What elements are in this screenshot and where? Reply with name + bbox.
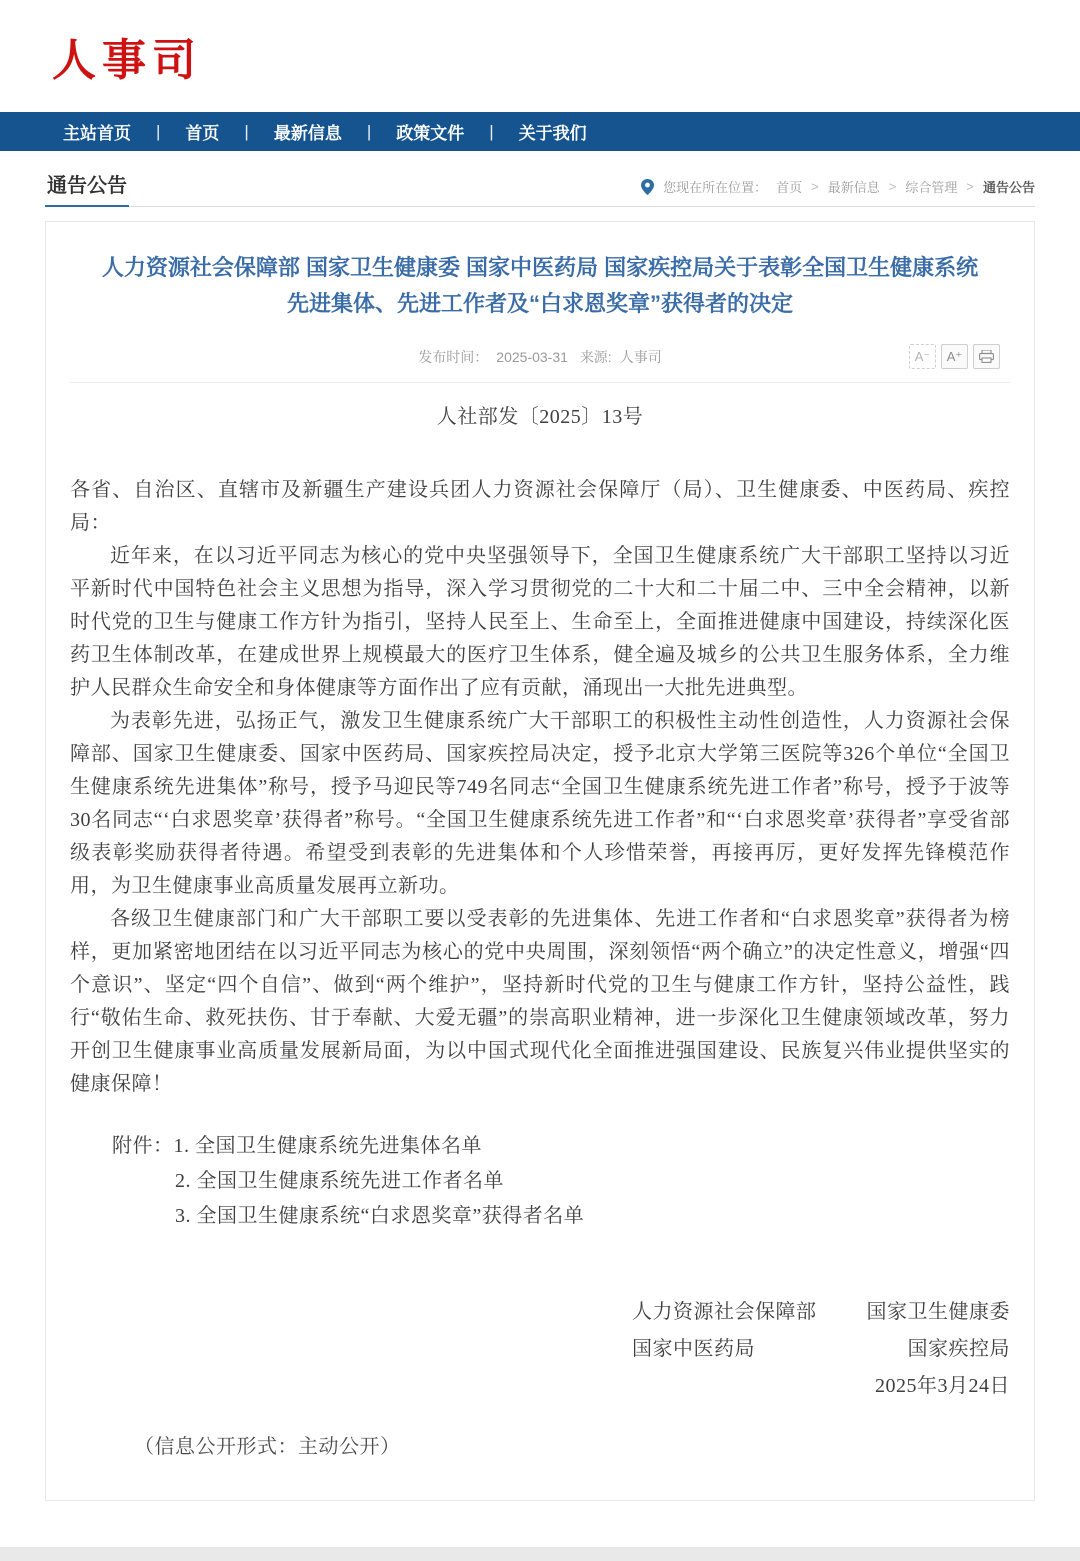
- breadcrumb-separator: >: [966, 179, 974, 194]
- print-icon: [979, 350, 994, 363]
- attachments-label: 附件：: [112, 1135, 174, 1157]
- disclosure-note: （信息公开形式：主动公开）: [134, 1436, 401, 1458]
- attachment-line-2: [175, 1164, 1010, 1199]
- attachment-item-1: 1. 全国卫生健康系统先进集体名单: [173, 1135, 482, 1157]
- nav-separator: |: [366, 121, 372, 141]
- source-label: 来源:: [579, 349, 612, 365]
- nav-separator: |: [156, 121, 161, 141]
- article-meta: [70, 342, 1010, 372]
- breadcrumb-current: 通告公告: [982, 180, 1035, 195]
- page-header: [0, 0, 1080, 112]
- main-navbar: [0, 112, 1080, 151]
- print-button[interactable]: [973, 344, 1000, 369]
- breadcrumb: [641, 177, 1035, 206]
- paragraph-3: 各级卫生健康部门和广大干部职工要以受表彰的先进集体、先进工作者和“白求恩奖章”获得者为榜样，更加紧密地团结在以习近平同志为核心的党中央周围，深刻领悟“两个确立”的决定性意义，增强“四个意识”、坚定“四个自信”、做到“两个维护”，坚持新时代党的卫生与健康工作方针，坚持公益性，践行“敬佑生命、救死扶伤、甘于奉献、大爱无疆”的崇高职业精神，进一步深化卫生健康领域改革，努力开创卫生健康事业高质量发展新局面，为以中国式现代化全面推进强国建设、民族复兴伟业提供坚实的健康保障！: [70, 908, 1010, 1095]
- doc-number: 人社部发〔2025〕13号: [436, 406, 644, 428]
- breadcrumb-label: 您现在所在位置：: [663, 180, 768, 195]
- article-meta-row: [70, 342, 1010, 372]
- article-title-line-1: 人力资源社会保障部 国家卫生健康委 国家中医药局 国家疾控局关于表彰全国卫生健康系统: [101, 255, 979, 280]
- article-title: [70, 250, 1010, 322]
- location-pin-icon: [641, 179, 654, 195]
- nav-item-latest-news[interactable]: 最新信息: [273, 124, 342, 143]
- nav-separator: |: [244, 121, 249, 141]
- article-tools: [909, 344, 1000, 369]
- signer-tcm: 国家中医药局: [632, 1338, 755, 1360]
- paragraph-1: 近年来，在以习近平同志为核心的党中央坚强领导下，全国卫生健康系统广大干部职工坚持以习近平新时代中国特色社会主义思想为指导，深入学习贯彻党的二十大和二十届二中、三中全会精神，以新时代党的卫生与健康工作方针为指引，坚持人民至上、生命至上，全面推进健康中国建设，持续深化医药卫生体制改革，在建成世界上规模最大的医疗卫生体系，健全遍及城乡的公共卫生服务体系，全力维护人民群众生命安全和身体健康等方面作出了应有贡献，涌现出一大批先进典型。: [70, 545, 1010, 699]
- breadcrumb-bar: [45, 151, 1035, 207]
- attachment-line-3: [175, 1199, 1010, 1234]
- signature-row-2: [632, 1331, 1010, 1368]
- signer-cdc: 国家疾控局: [907, 1338, 1010, 1360]
- signature-block: [632, 1294, 1010, 1405]
- article-title-line-2: 先进集体、先进工作者及“白求恩奖章”获得者的决定: [286, 291, 793, 316]
- publish-time-value: 2025-03-31: [496, 349, 568, 365]
- breadcrumb-separator: >: [811, 179, 819, 194]
- breadcrumb-item-general-management[interactable]: 综合管理: [905, 180, 958, 195]
- font-decrease-button[interactable]: A⁻: [909, 344, 936, 369]
- footer-strip: [0, 1547, 1080, 1561]
- signature-row-1: [632, 1294, 1010, 1331]
- font-increase-button[interactable]: A⁺: [941, 344, 968, 369]
- nav-separator: |: [489, 121, 494, 141]
- nav-item-policy-documents[interactable]: 政策文件: [396, 124, 465, 143]
- nav-item-home[interactable]: 首页: [185, 124, 220, 143]
- source-value: 人事司: [619, 349, 662, 365]
- signer-mohrss: 人力资源社会保障部: [632, 1301, 817, 1323]
- breadcrumb-item-home[interactable]: 首页: [776, 180, 803, 195]
- breadcrumb-separator: >: [888, 179, 897, 194]
- attachments: [70, 1129, 1010, 1234]
- document-body: [70, 401, 1010, 1464]
- paragraph-2: 为表彰先进，弘扬正气，激发卫生健康系统广大干部职工的积极性主动性创造性，人力资源社会保障部、国家卫生健康委、国家中医药局、国家疾控局决定，授予北京大学第三医院等326个单位“全国卫生健康系统先进集体”称号，授予马迎民等749名同志“全国卫生健康系统先进工作者”称号，授予于波等30名同志“‘白求恩奖章’获得者”称号。“全国卫生健康系统先进工作者”和“‘白求恩奖章’获得者”享受省部级表彰奖励获得者待遇。希望受到表彰的先进集体和个人珍惜荣誉，再接再厉，更好发挥先锋模范作用，为卫生健康事业高质量发展再立新功。: [70, 710, 1010, 897]
- publish-time-label: 发布时间：: [418, 349, 489, 365]
- article-card: [45, 221, 1035, 1501]
- nav-item-about-us[interactable]: 关于我们: [518, 124, 587, 143]
- breadcrumb-item-latest-news[interactable]: 最新信息: [827, 180, 880, 195]
- site-logo[interactable]: 人事司: [52, 36, 202, 85]
- section-title: 通告公告: [45, 169, 129, 207]
- salutation: 各省、自治区、直辖市及新疆生产建设兵团人力资源社会保障厅（局）、卫生健康委、中医药局、疾控局：: [70, 479, 1010, 534]
- signer-nhc: 国家卫生健康委: [866, 1301, 1010, 1323]
- meta-divider: [70, 382, 1010, 383]
- signature-date: 2025年3月24日: [875, 1375, 1010, 1397]
- nav-item-main-home[interactable]: 主站首页: [63, 124, 131, 143]
- attachment-item-2: 2. 全国卫生健康系统先进工作者名单: [175, 1170, 504, 1192]
- attachment-item-3: 3. 全国卫生健康系统“白求恩奖章”获得者名单: [175, 1205, 585, 1227]
- attachment-line-1: [112, 1129, 1010, 1164]
